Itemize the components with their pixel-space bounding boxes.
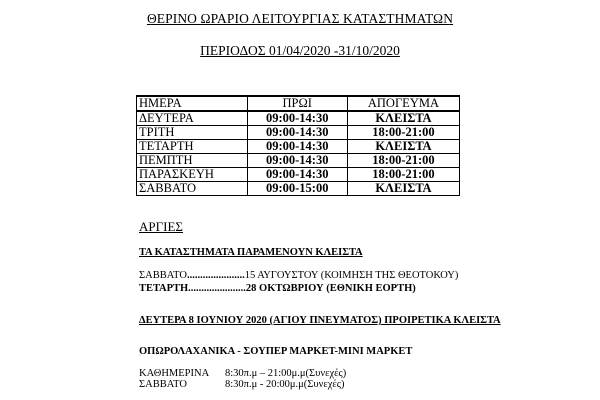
schedule-label: ΚΑΘΗΜΕΡΙΝΑ bbox=[139, 368, 210, 379]
grocery-schedule-line bbox=[139, 379, 344, 390]
row-morning: 09:00-14:30 bbox=[247, 168, 347, 182]
grocery-heading: ΟΠΩΡΟΛΑΧΑΝΙΚΑ - ΣΟΥΠΕΡ ΜΑΡΚΕΤ-MINI ΜΑΡΚΕΤ bbox=[139, 346, 413, 357]
schedule-hours: 8:30π.μ – 21:00μ.μ(Συνεχές) bbox=[225, 368, 347, 379]
holiday-dots: ...................... bbox=[188, 283, 246, 294]
header-day: ΗΜΕΡΑ bbox=[137, 96, 248, 111]
table-row bbox=[137, 140, 460, 154]
period-heading: ΠΕΡΙΟΔΟΣ 01/04/2020 -31/10/2020 bbox=[200, 43, 400, 58]
row-day: ΠΑΡΑΣΚΕΥΗ bbox=[137, 168, 248, 182]
holiday-date: 15 ΑΥΓΟΥΣΤΟΥ (ΚΟΙΜΗΣΗ ΤΗΣ ΘΕΟΤΟΚΟΥ) bbox=[244, 270, 459, 281]
row-morning: 09:00-15:00 bbox=[247, 182, 347, 196]
table-row bbox=[137, 182, 460, 196]
holiday-day: ΣΑΒΒΑΤΟ bbox=[139, 270, 187, 281]
holiday-item bbox=[139, 283, 416, 294]
hours-table bbox=[136, 95, 460, 196]
row-afternoon: ΚΛΕΙΣΤΑ bbox=[347, 140, 459, 154]
table-row bbox=[137, 154, 460, 168]
holiday-date: 28 ΟΚΤΩΒΡΙΟΥ (ΕΘΝΙΚΗ ΕΟΡΤΗ) bbox=[245, 283, 416, 294]
closed-notice: ΤΑ ΚΑΤΑΣΤΗΜΑΤΑ ΠΑΡΑΜΕΝΟΥΝ ΚΛΕΙΣΤΑ bbox=[139, 247, 363, 258]
table-row bbox=[137, 111, 460, 126]
row-day: ΠΕΜΠΤΗ bbox=[137, 154, 248, 168]
row-day: ΔΕΥΤΕΡΑ bbox=[137, 111, 248, 126]
table-row bbox=[137, 168, 460, 182]
row-morning: 09:00-14:30 bbox=[247, 140, 347, 154]
row-morning: 09:00-14:30 bbox=[247, 126, 347, 140]
grocery-schedule-line bbox=[139, 368, 346, 379]
holidays-heading: ΑΡΓΙΕΣ bbox=[139, 219, 183, 234]
row-day: ΣΑΒΒΑΤΟ bbox=[137, 182, 248, 196]
row-afternoon: ΚΛΕΙΣΤΑ bbox=[347, 111, 459, 126]
schedule-label: ΣΑΒΒΑΤΟ bbox=[139, 379, 187, 390]
holiday-day: ΤΕΤΑΡΤΗ bbox=[139, 283, 189, 294]
row-morning: 09:00-14:30 bbox=[247, 111, 347, 126]
table-header-row bbox=[137, 96, 460, 111]
holiday-dots: ...................... bbox=[186, 270, 245, 281]
optional-closure-note: ΔΕΥΤΕΡΑ 8 ΙΟΥΝΙΟΥ 2020 (ΑΓΙΟΥ ΠΝΕΥΜΑΤΟΣ) ΠΡΟΙΡΕΤΙΚΑ ΚΛΕΙΣΤΑ bbox=[139, 315, 501, 326]
header-morning: ΠΡΩΙ bbox=[247, 96, 347, 111]
row-afternoon: 18:00-21:00 bbox=[347, 126, 459, 140]
row-day: ΤΕΤΑΡΤΗ bbox=[137, 140, 248, 154]
row-afternoon: 18:00-21:00 bbox=[347, 168, 459, 182]
row-morning: 09:00-14:30 bbox=[247, 154, 347, 168]
schedule-hours: 8:30π.μ - 20:00μ.μ(Συνεχές) bbox=[225, 379, 345, 390]
holiday-item bbox=[139, 270, 458, 281]
row-afternoon: ΚΛΕΙΣΤΑ bbox=[347, 182, 459, 196]
header-afternoon: ΑΠΟΓΕΥΜΑ bbox=[347, 96, 459, 111]
document-title: ΘΕΡΙΝΟ ΩΡΑΡΙΟ ΛΕΙΤΟΥΡΓΙΑΣ ΚΑΤΑΣΤΗΜΑΤΩΝ bbox=[146, 11, 454, 26]
table-row bbox=[137, 126, 460, 140]
row-day: ΤΡΙΤΗ bbox=[137, 126, 248, 140]
row-afternoon: 18:00-21:00 bbox=[347, 154, 459, 168]
